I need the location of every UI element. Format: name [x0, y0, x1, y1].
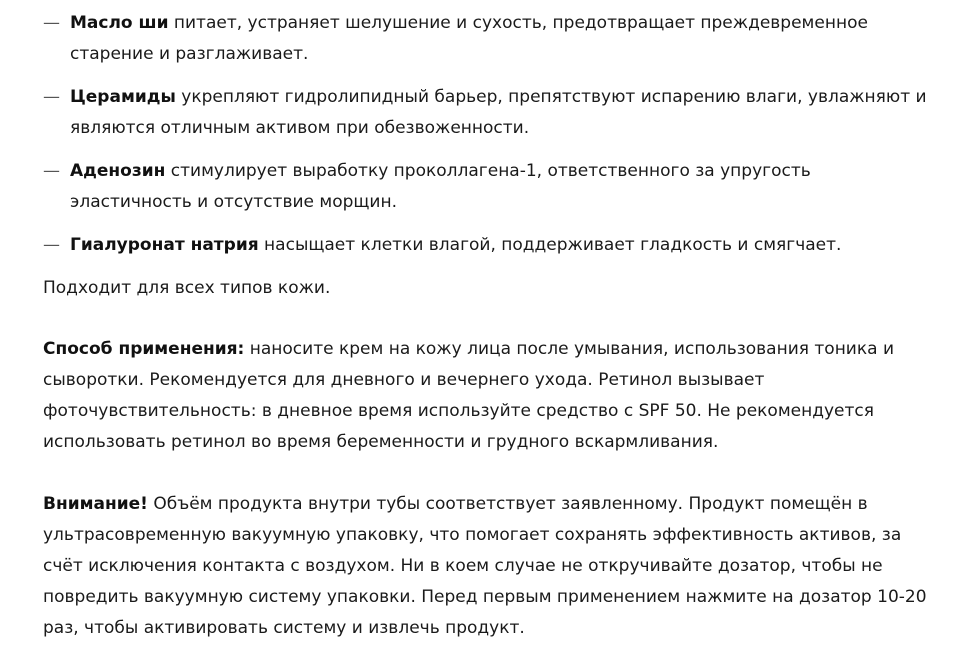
ingredient-description: насыщает клетки влагой, поддерживает гладкость и смягчает.	[258, 235, 842, 255]
warning-paragraph	[43, 489, 933, 644]
ingredient-item	[43, 8, 933, 70]
ingredient-name: Масло ши	[70, 13, 169, 33]
ingredient-description: стимулирует выработку проколлагена-1, ответственного за упругость эластичность и отсутствие морщин.	[70, 161, 811, 212]
ingredient-list	[43, 8, 933, 261]
ingredient-item	[43, 156, 933, 218]
skin-type-note: Подходит для всех типов кожи.	[43, 278, 331, 298]
usage-text: наносите крем на кожу лица после умывания, использования тоника и сыворотки. Рекомендуется для дневного и вечернего ухода. Ретинол вызывает фоточувствительность: в дневное время используйте средство с SPF 50. Не рекомендуется использовать ретинол во время беременности и грудного вскармливания.	[43, 339, 894, 452]
ingredient-description: питает, устраняет шелушение и сухость, предотвращает преждевременное старение и разглаживает.	[70, 13, 868, 64]
ingredient-name: Церамиды	[70, 87, 176, 107]
ingredient-description: укрепляют гидролипидный барьер, препятствуют испарению влаги, увлажняют и являются отличным активом при обезвоженности.	[70, 87, 927, 138]
usage-paragraph	[43, 334, 933, 458]
warning-text: Объём продукта внутри тубы соответствует заявленному. Продукт помещён в ультрасовременную вакуумную упаковку, что помогает сохранять эффективность активов, за счёт исключения контакта с воздухом. Ни в коем случае не откручивайте дозатор, чтобы не повредить вакуумную систему упаковки. Перед первым применением нажмите на дозатор 10-20 раз, чтобы активировать систему и извлечь продукт.	[43, 494, 927, 638]
ingredient-item	[43, 82, 933, 144]
list-dash: —	[43, 235, 60, 255]
list-dash: —	[43, 161, 60, 181]
ingredient-name: Аденозин	[70, 161, 166, 181]
product-description	[43, 8, 933, 644]
usage-label: Способ применения:	[43, 339, 245, 359]
ingredient-name: Гиалуронат натрия	[70, 235, 259, 255]
ingredient-item	[43, 230, 933, 261]
list-dash: —	[43, 13, 60, 33]
list-dash: —	[43, 87, 60, 107]
warning-label: Внимание!	[43, 494, 148, 514]
